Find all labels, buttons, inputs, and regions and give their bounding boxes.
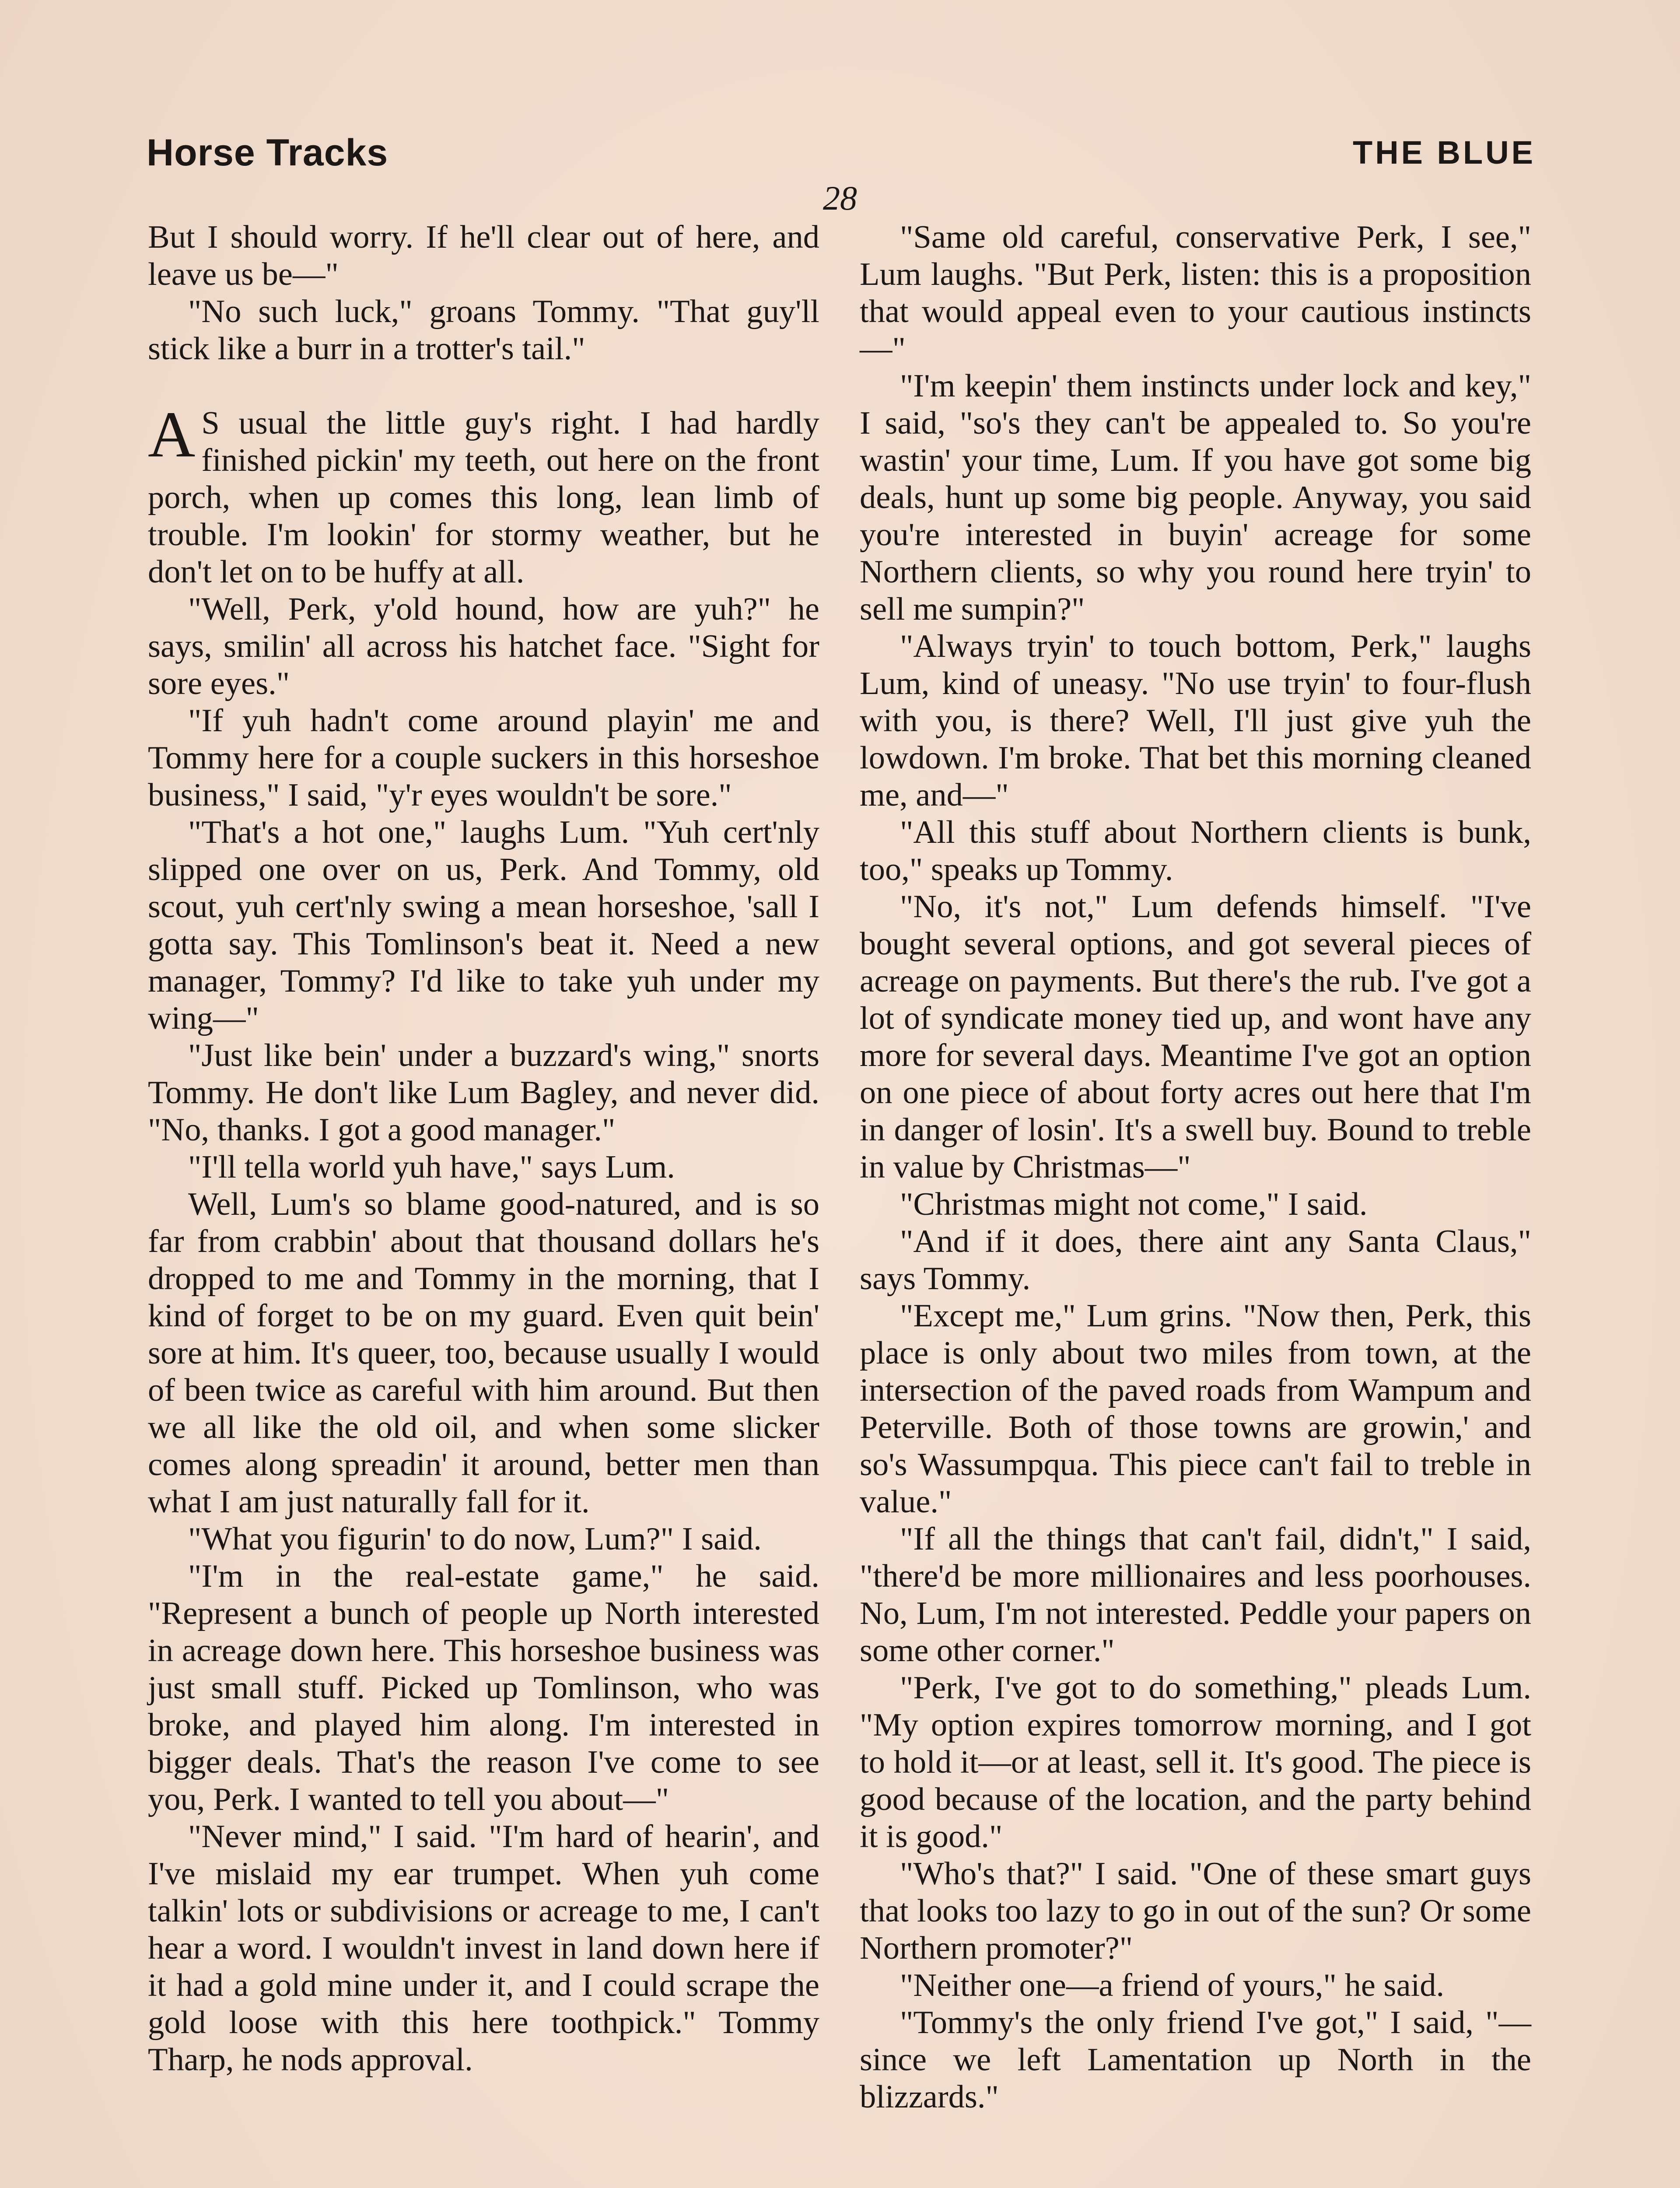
paragraph: "That's a hot one," laughs Lum. "Yuh cert'nly slipped one over on us, Perk. And Tommy, old scout, yuh cert'nly swing a mean horseshoe, 'sall I gotta say. This Tomlinson's beat it. Need a new manager, Tommy? I'd like to take yuh under my wing—" (148, 814, 819, 1036)
paragraph: "I'm keepin' them instincts under lock and key," I said, "so's they can't be appealed to. So you're wastin' your time, Lum. If you have got some big deals, hunt up some big people. Anyway, you said you're interested in buyin' acreage for some Northern clients, so why you round here tryin' to sell me sumpin?" (860, 368, 1531, 627)
paragraph: But I should worry. If he'll clear out of here, and leave us be—" (148, 219, 819, 292)
paragraph: "Who's that?" I said. "One of these smart guys that looks too lazy to go in out of the sun? Or some Northern promoter?" (860, 1856, 1531, 1966)
paragraph: Well, Lum's so blame good-natured, and is so far from crabbin' about that thousand dollars he's dropped to me and Tommy in the morning, that I kind of forget to be on my guard. Even quit bein' sore at him. It's queer, too, because usually I would of been twice as careful with him around. But then we all like the old oil, and when some slicker comes along spreadin' it around, better men than what I am just naturally fall for it. (148, 1186, 819, 1520)
paragraph: "All this stuff about Northern clients is bunk, too," speaks up Tommy. (860, 814, 1531, 887)
paragraph: "No, it's not," Lum defends himself. "I've bought several options, and got several pieces of acreage on payments. But there's the rub. I've got a lot of syndicate money tied up, and wont have any more for several days. Meantime I've got an option on one piece of about forty acres out here that I'm in danger of losin'. It's a swell buy. Bound to treble in value by Christmas—" (860, 889, 1531, 1185)
paragraph: "Always tryin' to touch bottom, Perk," laughs Lum, kind of uneasy. "No use tryin' to four-flush with you, is there? Well, I'll just give yuh the lowdown. I'm broke. That bet this morning cleaned me, and—" (860, 628, 1531, 813)
paragraph: "Perk, I've got to do something," pleads Lum. "My option expires tomorrow morning, and I got to hold it—or at least, sell it. It's good. The piece is good because of the location, and the party behind it is good." (860, 1670, 1531, 1855)
paragraph: "Same old careful, conservative Perk, I see," Lum laughs. "But Perk, listen: this is a proposition that would appeal even to your cautious instincts—" (860, 219, 1531, 367)
paragraph: "What you figurin' to do now, Lum?" I said. (188, 1521, 762, 1557)
paragraph: "Except me," Lum grins. "Now then, Perk, this place is only about two miles from town, at the intersection of the paved roads from Wampum and Peterville. Both of those towns are growin,' and so's Wassumpqua. This piece can't fail to treble in value." (860, 1298, 1531, 1520)
magazine-title: THE BLUE (1353, 134, 1536, 171)
paragraph: "Just like bein' under a buzzard's wing," snorts Tommy. He don't like Lum Bagley, and never did. "No, thanks. I got a good manager." (148, 1038, 819, 1148)
paragraph: "Tommy's the only friend I've got," I said, "—since we left Lamentation up North in the blizzards." (860, 2005, 1531, 2115)
paragraph: "Never mind," I said. "I'm hard of hearin', and I've mislaid my ear trumpet. When yuh come talkin' lots or subdivisions or acreage to me, I can't hear a word. I wouldn't invest in land down here if it had a gold mine under it, and I could scrape the gold loose with this here toothpick." Tommy Tharp, he nods approval. (148, 1819, 819, 2078)
paragraph: "And if it does, there aint any Santa Claus," says Tommy. (860, 1224, 1531, 1297)
running-head (147, 131, 1536, 184)
paragraph: "I'm in the real-estate game," he said. "Represent a bunch of people up North interested in acreage down here. This horseshoe business was just small stuff. Picked up Tomlinson, who was broke, and played him along. I'm interested in bigger deals. That's the reason I've come to see you, Perk. I wanted to tell you about—" (148, 1558, 819, 1817)
paragraph: "Well, Perk, y'old hound, how are yuh?" he says, smilin' all across his hatchet face. "Sight for sore eyes." (148, 591, 819, 701)
paragraph: "Neither one—a friend of yours," he said. (900, 1967, 1445, 2003)
paragraph: "No such luck," groans Tommy. "That guy'll stick like a burr in a trotter's tail." (148, 294, 819, 367)
right-column (860, 219, 1531, 2116)
paragraph: "I'll tella world yuh have," says Lum. (188, 1149, 675, 1185)
paragraph: "If all the things that can't fail, didn't," I said, "there'd be more millionaires and less poorhouses. No, Lum, I'm not interested. Peddle your papers on some other corner." (860, 1521, 1531, 1669)
page-number: 28 (823, 179, 857, 217)
paragraph: "If yuh hadn't come around playin' me and Tommy here for a couple suckers in this horseshoe business," I said, "y'r eyes wouldn't be sore." (148, 703, 819, 813)
story-title: Horse Tracks (147, 132, 388, 174)
paragraph: "Christmas might not come," I said. (900, 1186, 1368, 1222)
left-column (148, 219, 819, 2079)
paragraph-text: S usual the little guy's right. I had hardly finished pickin' my teeth, out here on the front porch, when up comes this long, lean limb of trouble. I'm lookin' for stormy weather, but he don't let on to be huffy at all. (148, 405, 819, 590)
drop-cap: A (148, 398, 196, 471)
section-opening-paragraph (148, 398, 819, 591)
